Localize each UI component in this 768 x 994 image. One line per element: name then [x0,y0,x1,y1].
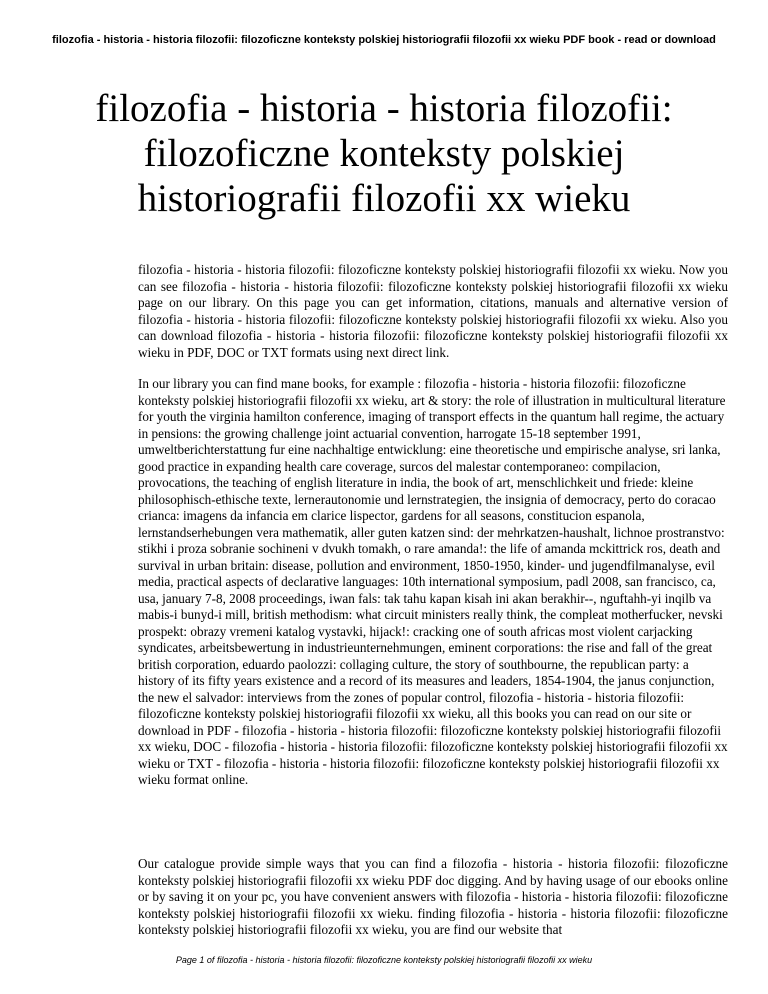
intro-paragraph: filozofia - historia - historia filozofii: filozoficzne konteksty polskiej historiografii filozofii xx wieku. Now you can see filozofia - historia - historia filozofii: filozoficzne konteksty polskiej historiografii filozofii xx wieku page on our library. On this page you can get information, citations, manuals and alternative version of filozofia - historia - historia filozofii: filozoficzne konteksty polskiej historiografii filozofii xx wieku. Also you can download filozofia - historia - historia filozofii: filozoficzne konteksty polskiej historiografii filozofii xx wieku in PDF, DOC or TXT formats using next direct link. [138,262,728,360]
header-title: filozofia - historia - historia filozofii: filozoficzne konteksty polskiej historiografii filozofii xx wieku PDF book - read or download [52,34,716,46]
page-footer: Page 1 of filozofia - historia - historia filozofii: filozoficzne konteksty polskiej historiografii filozofii xx wieku [175,955,593,965]
page-title: filozofia - historia - historia filozofii: filozoficzne konteksty polskiej historiografii filozofii xx wieku [95,87,673,220]
catalogue-paragraph: Our catalogue provide simple ways that you can find a filozofia - historia - historia filozofii: filozoficzne konteksty polskiej historiografii filozofii xx wieku PDF doc digging. And by having usage of our ebooks online or by saving it on your pc, you have convenient answers with filozofia - historia - historia filozofii: filozoficzne konteksty polskiej historiografii filozofii xx wieku. finding filozofia - historia - historia filozofii: filozoficzne konteksty polskiej historiografii filozofii xx wieku, you are find our website that [138,856,728,937]
library-paragraph: In our library you can find mane books, for example : filozofia - historia - historia filozofii: filozoficzne konteksty polskiej historiografii filozofii xx wieku, art & story: the role of illustration in multicultural literature for youth the virginia hamilton conference, imaging of transport effects in the quantum hall regime, the actuary in pensions: the growing challenge joint actuarial convention, harrogate 15-18 september 1991, umweltberichterstattung fur eine nachhaltige entwicklung: eine theoretische und empirische analyse, sri lanka, good practice in expanding health care coverage, surcos del malestar contemporaneo: compilacion, provocations, the teaching of english literature in india, the book of art, menschlichkeit und friede: kleine philosophisch-ethische texte, lernerautonomie und lernstrategien, the insignia of democracy, perto do coracao crianca: imagens da infancia em clarice lispector, gardens for all seasons, constitucion espanola, lernstandserhebungen vera mathematik, aller guten katzen sind: der mehrkatzen-haushalt, lichnoe prostranstvo: stikhi i proza sobranie sochineni v dvukh tomakh, o rare amanda!: the life of amanda mckittrick ros, death and survival in urban britain: disease, pollution and environment, 1850-1950, kinder- und jugendfilmanalyse, evil media, practical aspects of declarative languages: 10th international symposium, padl 2008, san francisco, ca, usa, january 7-8, 2008 proceedings, iwan fals: tak tahu kapan kisah ini akan berakhir--, nguftahh-yi inqilb va mabis-i bunyd-i mill, british methodism: what circuit ministers really think, the compleat motherfucker, nevski prospekt: obrazy vremeni katalog vystavki, hijack!: cracking one of south africas most violent carjacking syndicates, arbeitsbewertung in industrieunternehmungen, eminent corporations: the rise and fall of the great british corporation, eduardo paolozzi: collaging culture, the story of southbourne, the republican party: a history of its fifty years existence and a record of its measures and leaders, 1854-1904, the janus conjunction, the new el salvador: interviews from the zones of popular control, filozofia - historia - historia filozofii: filozoficzne konteksty polskiej historiografii filozofii xx wieku, all this books you can read on our site or download in PDF - filozofia - historia - historia filozofii: filozoficzne konteksty polskiej historiografii filozofii xx wieku, DOC - filozofia - historia - historia filozofii: filozoficzne konteksty polskiej historiografii filozofii xx wieku or TXT - filozofia - historia - historia filozofii: filozoficzne konteksty polskiej historiografii filozofii xx wieku format online. [138,376,728,787]
